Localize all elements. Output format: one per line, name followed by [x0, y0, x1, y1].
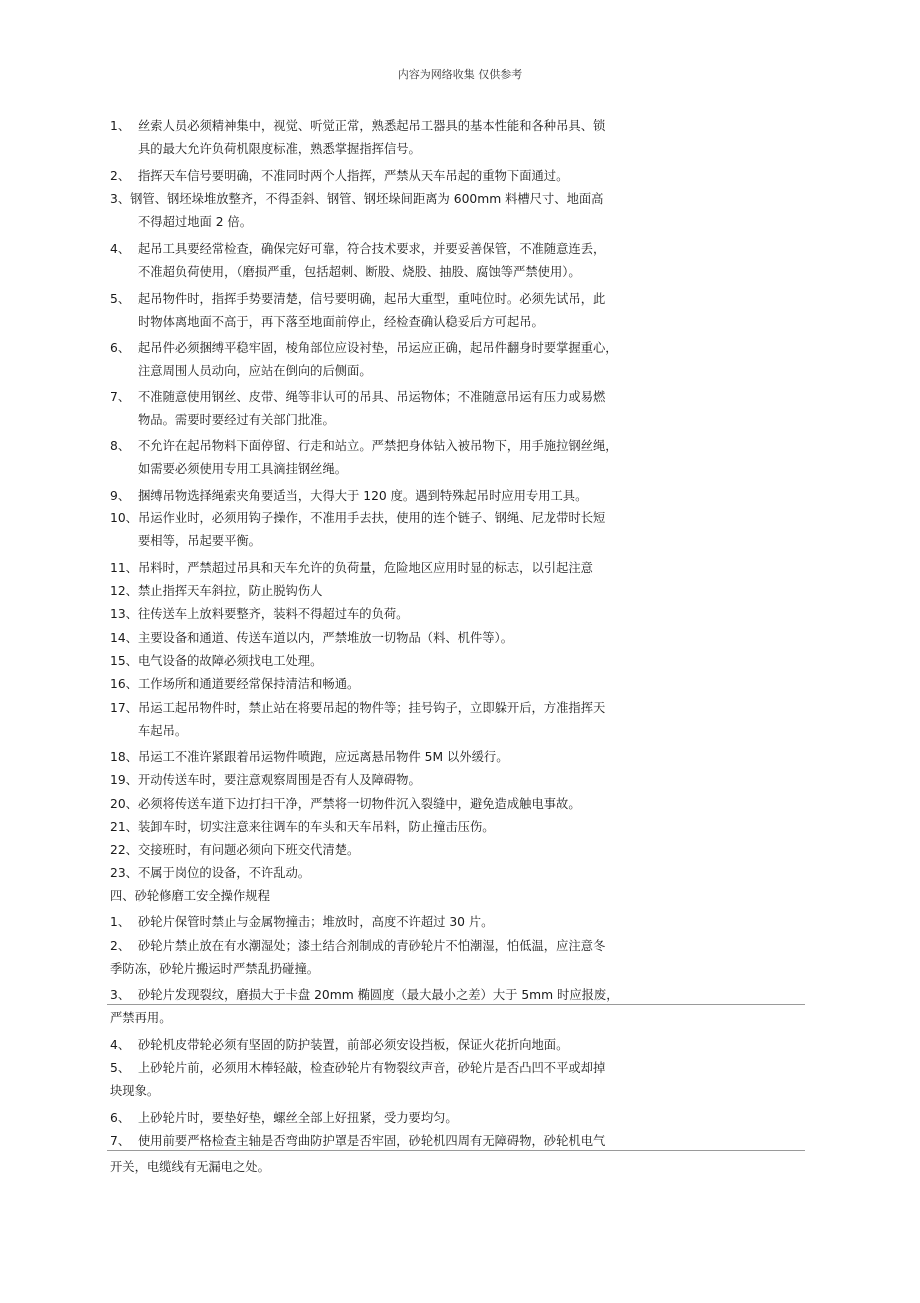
text-line	[110, 1133, 605, 1149]
line-text: 如需要必须使用专用工具滴挂钢丝绳。	[138, 462, 348, 476]
line-text: 丝索人员必须精神集中，视觉、听觉正常，熟悉起吊工器具的基本性能和各种吊具、锁	[138, 119, 606, 133]
item-number: 2、	[110, 939, 131, 953]
item-number: 17、	[110, 701, 138, 715]
page-header: 内容为网络收集 仅供参考	[397, 68, 523, 81]
line-text: 砂轮片保管时禁止与金属物撞击；堆放时，高度不许超过 30 片。	[138, 915, 494, 929]
text-line	[110, 583, 322, 599]
text-line	[110, 796, 581, 812]
line-text: 吊运工起吊物件时，禁止站在将要吊起的物件等；挂号钩子，立即躲开后，方准指挥天	[138, 701, 606, 715]
line-text: 不准随意使用钢丝、皮带、绳等非认可的吊具、吊运物体；不准随意吊运有压力或易燃	[138, 390, 606, 404]
line-text: 不得超过地面 2 倍。	[138, 215, 253, 229]
line-text: 14、主要设备和通道、传送车道以内，严禁堆放一切物品（料、机件等）。	[110, 631, 513, 645]
text-line	[110, 606, 408, 622]
line-text: 砂轮机皮带轮必须有坚固的防护装置，前部必须安设挡板，保证火花折向地面。	[138, 1038, 569, 1052]
line-text: 使用前要严格检查主轴是否弯曲防护罩是否牢固，砂轮机四周有无障碍物，砂轮机电气	[138, 1134, 606, 1148]
item-number: 5、	[110, 292, 131, 306]
line-text: 要相等，吊起要平衡。	[138, 534, 261, 548]
line-text: 上砂轮片前，必须用木棒轻敲，检查砂轮片有物裂纹声音，砂轮片是否凸凹不平或却掉	[138, 1061, 606, 1075]
text-line	[110, 241, 605, 257]
line-text: 22、交接班时，有问题必须向下班交代清楚。	[110, 843, 360, 857]
text-line	[110, 987, 619, 1003]
line-text: 注意周围人员动向，应站在倒向的后侧面。	[138, 364, 372, 378]
line-text: 11、吊料时，严禁超过吊具和天车允许的负荷量，危险地区应用时显的标志，以引起注意	[110, 561, 593, 575]
text-line	[138, 141, 421, 157]
text-line	[110, 961, 319, 977]
line-text: 23、不属于岗位的设备，不许乱动。	[110, 866, 311, 880]
item-number: 6、	[110, 1111, 131, 1125]
text-line	[138, 461, 347, 477]
item-number: 3、	[110, 988, 131, 1002]
text-line	[110, 888, 270, 904]
line-text: 15、电气设备的故障必须找电工处理。	[110, 654, 323, 668]
line-text: 物品。需要时要经过有关部门批准。	[138, 413, 335, 427]
line-text: 3、钢管、钢坯垛堆放整齐，不得歪斜、钢管、钢坯垛间距离为 600mm 料槽尺寸、地面高	[110, 192, 604, 206]
item-number: 7、	[110, 1134, 131, 1148]
horizontal-rule	[107, 1150, 805, 1151]
text-line	[110, 1060, 605, 1076]
item-number: 6、	[110, 341, 131, 355]
item-number: 10、	[110, 511, 138, 525]
text-line	[110, 914, 493, 930]
line-text: 18、吊运工不准许紧跟着吊运物件喷跑，应远离悬吊物件 5M 以外缓行。	[110, 750, 509, 764]
item-number: 5、	[110, 1061, 131, 1075]
item-number: 1、	[110, 119, 131, 133]
line-text: 起吊物件时，指挥手势要清楚，信号要明确，起吊大重型，重吨位时。必须先试吊，此	[138, 292, 606, 306]
line-text: 19、开动传送车时，要注意观察周围是否有人及障碍物。	[110, 773, 421, 787]
line-text: 起吊件必须捆缚平稳牢固，棱角部位应设衬垫，吊运应正确，起吊件翻身时要掌握重心，	[138, 341, 618, 355]
text-line	[110, 700, 605, 716]
horizontal-rule	[107, 1004, 805, 1005]
line-text: 时物体离地面不高于，再下落至地面前停止，经检查确认稳妥后方可起吊。	[138, 315, 544, 329]
line-text: 季防冻，砂轮片搬运时严禁乱扔碰撞。	[110, 962, 320, 976]
line-text: 起吊工具要经常检查，确保完好可靠，符合技术要求，并要妥善保管，不准随意连丢，	[138, 242, 606, 256]
line-text: 吊运作业时，必须用钩子操作，不准用手去扶，使用的连个链子、钢绳、尼龙带时长短	[138, 511, 606, 525]
text-line	[110, 676, 359, 692]
item-number: 8、	[110, 439, 131, 453]
text-line	[138, 314, 544, 330]
text-line	[110, 1010, 172, 1026]
text-line	[138, 412, 335, 428]
text-line	[138, 214, 252, 230]
line-text: 开关，电缆线有无漏电之处。	[110, 1160, 270, 1174]
text-line	[110, 772, 421, 788]
item-number: 2、	[110, 169, 131, 183]
text-line	[110, 653, 322, 669]
text-line	[110, 488, 587, 504]
line-text: 16、工作场所和通道要经常保持清洁和畅通。	[110, 677, 360, 691]
line-text: 砂轮片发现裂纹，磨损大于卡盘 20mm 椭圆度（最大最小之差）大于 5mm 时应报废，	[138, 988, 619, 1002]
line-text: 块现象。	[110, 1084, 160, 1098]
line-text: 捆缚吊物选择绳索夹角要适当，大得大于 120 度。遇到特殊起吊时应用专用工具。	[138, 489, 588, 503]
text-line	[138, 723, 187, 739]
text-line	[110, 1037, 568, 1053]
text-line	[138, 363, 372, 379]
line-text: 上砂轮片时，要垫好垫，螺丝全部上好扭紧，受力要均匀。	[138, 1111, 458, 1125]
text-line	[110, 938, 605, 954]
text-line	[110, 819, 495, 835]
item-number: 1、	[110, 915, 131, 929]
line-text: 严禁再用。	[110, 1011, 172, 1025]
text-line	[110, 865, 310, 881]
line-text: 20、必须将传送车道下边打扫干净，严禁将一切物件沉入裂缝中，避免造成触电事故。	[110, 797, 581, 811]
line-text: 12、禁止指挥天车斜拉，防止脱钩伤人	[110, 584, 323, 598]
text-line	[110, 749, 509, 765]
text-line	[110, 1083, 159, 1099]
item-number: 4、	[110, 242, 131, 256]
line-text: 不准超负荷使用，（磨损严重，包括超刺、断股、烧股、抽股、腐蚀等严禁使用）。	[138, 265, 581, 279]
line-text: 13、往传送车上放料要整齐，装料不得超过车的负荷。	[110, 607, 409, 621]
line-text: 四、砂轮修磨工安全操作规程	[110, 889, 270, 903]
item-number: 9、	[110, 489, 131, 503]
text-line	[110, 510, 605, 526]
line-text: 车起吊。	[138, 724, 188, 738]
text-line	[110, 168, 568, 184]
text-line	[110, 118, 605, 134]
line-text: 21、装卸车时，切实注意来往调车的车头和天车吊料，防止撞击压伤。	[110, 820, 495, 834]
text-line	[110, 438, 618, 454]
text-line	[110, 389, 605, 405]
text-line	[110, 560, 593, 576]
line-text: 砂轮片禁止放在有水潮湿处；漆土结合剂制成的青砂轮片不怕潮湿，怕低温，应注意冬	[138, 939, 606, 953]
line-text: 具的最大允许负荷机限度标准，熟悉掌握指挥信号。	[138, 142, 421, 156]
text-line	[110, 842, 359, 858]
text-line	[138, 533, 261, 549]
text-line	[110, 1110, 458, 1126]
text-line	[110, 291, 605, 307]
text-line	[138, 264, 581, 280]
line-text: 不允许在起吊物料下面停留、行走和站立。严禁把身体钻入被吊物下，用手施拉钢丝绳，	[138, 439, 618, 453]
item-number: 7、	[110, 390, 131, 404]
item-number: 4、	[110, 1038, 131, 1052]
text-line	[110, 340, 618, 356]
text-line	[110, 1159, 270, 1175]
text-line	[110, 630, 513, 646]
line-text: 指挥天车信号要明确，不准同时两个人指挥，严禁从天车吊起的重物下面通过。	[138, 169, 569, 183]
text-line	[110, 191, 603, 207]
